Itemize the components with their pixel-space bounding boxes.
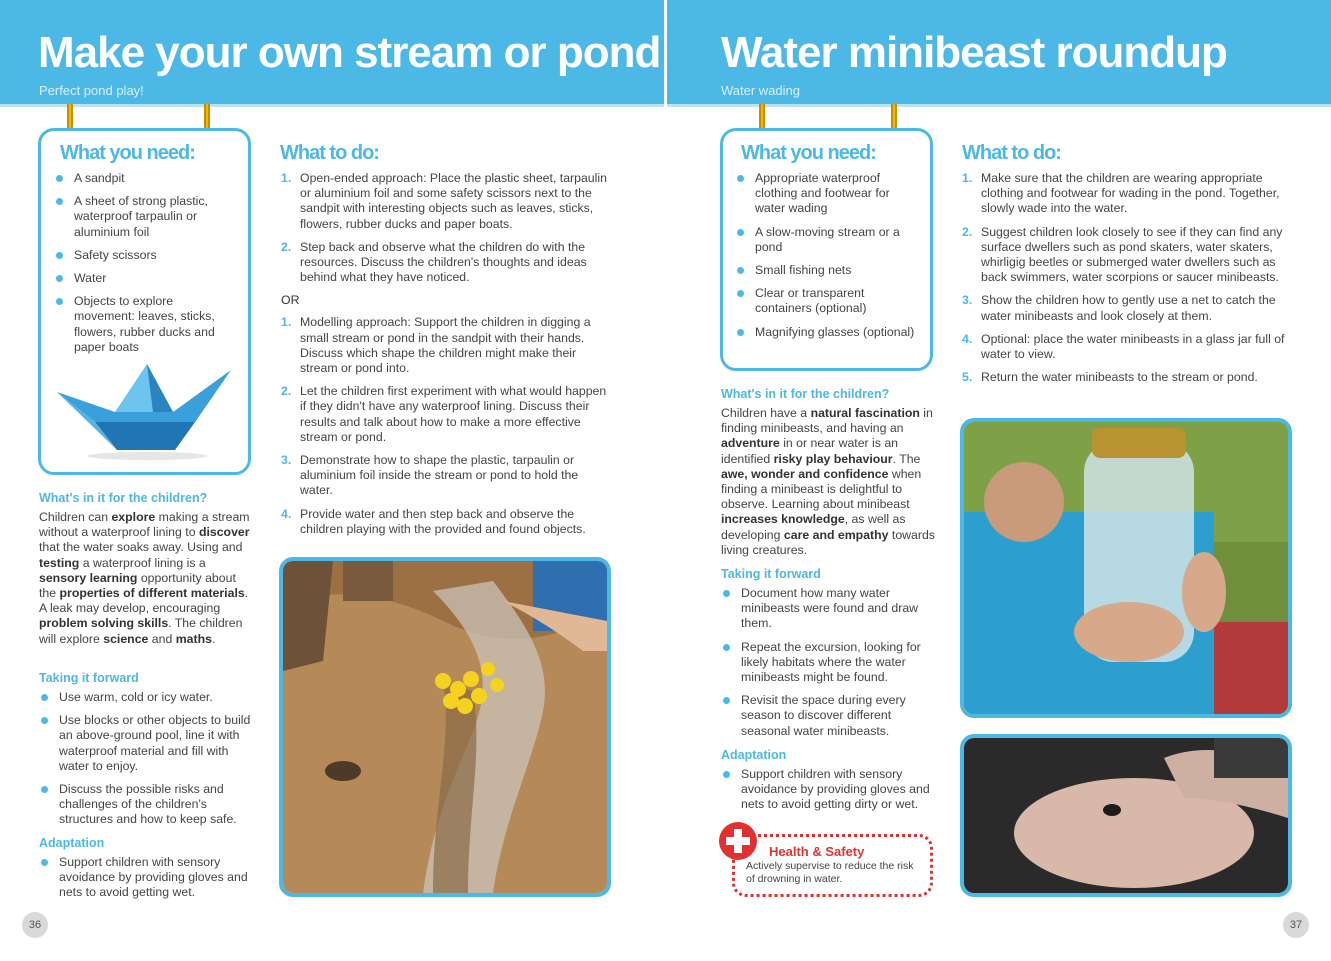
bullet-icon — [56, 198, 63, 205]
left-need-item-text: Safety scissors — [74, 247, 157, 262]
left-forward-item-text: Discuss the possible risks and challenges of the children's structures and how to keep safe. — [59, 782, 237, 827]
step-number: 3. — [962, 293, 973, 308]
step-number: 5. — [962, 370, 973, 385]
right-forward-item — [721, 640, 939, 686]
left-need-item — [54, 294, 236, 355]
sandpit-photo — [279, 557, 611, 897]
bullet-icon — [56, 298, 63, 305]
step-number: 1. — [281, 315, 292, 330]
left-need-item — [54, 171, 236, 186]
left-title-banner — [0, 0, 664, 104]
left-page-title: Make your own stream or pond — [38, 28, 661, 77]
body-text: making a stream without a waterproof lining to — [39, 510, 250, 540]
right-page-number: 37 — [1283, 912, 1309, 938]
right-need-item — [735, 286, 917, 316]
body-text: , as well as developing — [721, 512, 906, 542]
right-need-item — [735, 325, 917, 340]
step-text: Make sure that the children are wearing appropriate clothing and footwear for wading in the pond. Together, slowly wade into the water. — [981, 171, 1280, 216]
bullet-icon — [56, 275, 63, 282]
step-text: Demonstrate how to shape the plastic, tarpaulin or aluminium foil inside the stream or pond to hold the water. — [300, 453, 579, 498]
step-number: 2. — [962, 224, 973, 239]
left-forward-item — [39, 713, 253, 774]
left-forward-list — [39, 690, 253, 836]
bullet-icon — [41, 717, 48, 724]
right-forward-list — [721, 586, 939, 747]
right-need-list — [735, 171, 917, 348]
emphasis-text: natural fascination — [810, 406, 920, 420]
emphasis-text: problem solving skills — [39, 616, 169, 631]
right-need-item — [735, 263, 917, 278]
bullet-icon — [723, 771, 730, 778]
right-forward-item — [721, 586, 939, 632]
minibeast-hand-photo — [960, 734, 1292, 897]
emphasis-text: increases knowledge — [721, 512, 845, 527]
right-need-item-text: A slow-moving stream or a pond — [755, 224, 900, 254]
right-page-subtitle: Water wading — [721, 83, 800, 98]
body-text: in or near water is an identified — [721, 436, 899, 466]
right-forward-item-text: Repeat the excursion, looking for likely habitats where the water minibeasts might be found. — [741, 639, 921, 685]
right-banner-rule — [667, 104, 1331, 107]
step-item — [281, 171, 607, 232]
emphasis-text: maths — [175, 631, 212, 646]
left-adapt-list — [39, 855, 253, 909]
sandpit-photo-art — [283, 561, 607, 893]
emphasis-text: testing — [39, 555, 80, 570]
right-forward-title: Taking it forward — [721, 567, 821, 581]
step-number: 1. — [962, 171, 973, 185]
left-need-item — [54, 271, 236, 286]
step-text: Show the children how to gently use a net to catch the water minibeasts and look closely at them. — [981, 293, 1276, 323]
right-steps — [962, 171, 1292, 393]
left-adapt-item-text: Support children with sensory avoidance by providing gloves and nets to avoid getting wet. — [59, 855, 248, 900]
step-number: 3. — [281, 453, 292, 468]
right-need-item — [735, 171, 917, 217]
emphasis-text: discover — [198, 525, 250, 540]
bullet-icon — [56, 175, 63, 182]
step-item — [281, 453, 607, 499]
bullet-icon — [737, 290, 744, 297]
left-page-number: 36 — [22, 912, 48, 938]
right-adapt-item-text: Support children with sensory avoidance by providing gloves and nets to avoid getting dirty or wet. — [741, 767, 930, 812]
step-text: Step back and observe what the children do with the resources. Discuss the children's thoughts and ideas behind what they have noticed. — [300, 239, 587, 285]
left-page-subtitle: Perfect pond play! — [39, 83, 144, 98]
step-number: 2. — [281, 239, 292, 254]
bullet-icon — [723, 590, 730, 597]
step-text: Open-ended approach: Place the plastic sheet, tarpaulin or aluminium foil and some safety scissors next to the sandpit with interesting objects such as leaves, sticks, flowers, rubber ducks and paper boats. — [300, 171, 607, 231]
bullet-icon — [41, 786, 48, 793]
right-need-item — [735, 225, 917, 255]
right-page-title: Water minibeast roundup — [721, 28, 1227, 77]
right-adapt-list — [721, 767, 939, 821]
left-todo-title: What to do: — [280, 142, 379, 164]
bullet-icon — [737, 229, 744, 236]
step-item — [281, 240, 607, 286]
right-whats-in-text — [721, 406, 937, 558]
step-number: 4. — [962, 331, 973, 346]
bullet-icon — [737, 329, 744, 336]
bullet-icon — [723, 697, 730, 704]
right-title-banner — [667, 0, 1331, 104]
left-whats-in-text — [39, 510, 251, 647]
step-text: Suggest children look closely to see if they can find any surface dwellers such as pond skaters, water skaters, whirligig beetles or submerged water dwellers such as back swimmers, water scorpions or saucer minibeasts. — [981, 224, 1283, 285]
body-text: when finding a minibeast is delightful to observe. Learning about minibeast — [721, 466, 922, 512]
right-forward-item-text: Document how many water minibeasts were found and draw them. — [741, 586, 919, 631]
step-item — [962, 332, 1292, 362]
left-need-item — [54, 248, 236, 263]
emphasis-text: sensory learning — [39, 570, 138, 585]
bullet-icon — [41, 859, 48, 866]
body-text: . The children will explore — [39, 616, 243, 646]
left-steps-b — [281, 315, 607, 537]
step-item — [281, 384, 607, 445]
peg-icon — [67, 104, 73, 130]
body-text: Children can — [39, 510, 112, 524]
emphasis-text: science — [103, 631, 149, 646]
bullet-icon — [56, 252, 63, 259]
step-text: Let the children first experiment with what would happen if they didn't have any waterproof lining. Discuss their results and talk about how to make a more effective stream or pond. — [300, 384, 607, 444]
or-label: OR — [281, 293, 300, 308]
left-banner-rule — [0, 104, 664, 107]
body-text: a waterproof lining is a — [79, 555, 206, 570]
left-forward-item-text: Use blocks or other objects to build an above-ground pool, line it with waterproof material and fill with water to enjoy. — [59, 713, 251, 773]
emphasis-text: risky play behaviour — [773, 451, 893, 466]
minibeast-hand-photo-art — [964, 738, 1288, 893]
left-steps-column — [281, 171, 607, 545]
body-text: . The — [892, 451, 921, 466]
jar-photo-art — [964, 422, 1288, 714]
left-whats-in-title: What's in it for the children? — [39, 491, 208, 505]
peg-icon — [204, 104, 210, 130]
left-forward-item-text: Use warm, cold or icy water. — [59, 690, 213, 704]
step-number: 1. — [281, 171, 292, 185]
right-whats-in-title: What's in it for the children? — [721, 387, 890, 401]
body-text: that the water soaks away. Using and — [39, 540, 243, 555]
body-text: opportunity about the — [39, 570, 236, 601]
body-text: . A leak may develop, encouraging — [39, 586, 249, 616]
peg-icon — [891, 104, 897, 130]
left-need-item — [54, 194, 236, 240]
left-need-title: What you need: — [60, 142, 195, 164]
left-forward-title: Taking it forward — [39, 671, 139, 685]
left-need-list — [54, 171, 236, 363]
step-item — [962, 370, 1292, 385]
step-text: Return the water minibeasts to the stream or pond. — [981, 370, 1258, 385]
emphasis-text: adventure — [721, 436, 780, 451]
left-need-item-text: A sandpit — [74, 171, 125, 185]
bullet-icon — [41, 694, 48, 701]
right-forward-item — [721, 693, 939, 739]
step-number: 2. — [281, 384, 292, 399]
health-safety-title: Health & Safety — [769, 844, 865, 859]
left-forward-item — [39, 690, 253, 705]
peg-icon — [759, 104, 765, 130]
step-text: Optional: place the water minibeasts in a glass jar full of water to view. — [981, 331, 1285, 362]
left-need-item-text: Objects to explore movement: leaves, sticks, flowers, rubber ducks and paper boats — [74, 294, 215, 354]
right-forward-item-text: Revisit the space during every season to discover different seasonal water minibeasts. — [741, 693, 906, 738]
emphasis-text: care and empathy — [783, 527, 889, 542]
right-need-title: What you need: — [741, 142, 876, 164]
right-need-item-text: Magnifying glasses (optional) — [755, 324, 915, 339]
bullet-icon — [737, 175, 744, 182]
step-item — [281, 507, 607, 537]
right-todo-title: What to do: — [962, 142, 1061, 164]
body-text: towards living creatures. — [721, 527, 935, 557]
bullet-icon — [723, 644, 730, 651]
left-need-item-text: A sheet of strong plastic, waterproof tarpaulin or aluminium foil — [74, 194, 208, 239]
emphasis-text: properties of different materials — [59, 586, 245, 601]
step-item — [281, 315, 607, 376]
right-adapt-title: Adaptation — [721, 748, 787, 762]
left-adapt-title: Adaptation — [39, 836, 105, 850]
emphasis-text: awe, wonder and confidence — [721, 466, 889, 481]
emphasis-text: explore — [111, 510, 156, 524]
step-item — [962, 171, 1292, 217]
left-steps-a — [281, 171, 607, 285]
right-need-item-text: Clear or transparent containers (optional) — [755, 286, 867, 316]
step-item — [962, 225, 1292, 286]
right-need-item-text: Appropriate waterproof clothing and footwear for water wading — [755, 171, 890, 216]
paper-boat-image — [55, 362, 235, 462]
body-text: Children have a — [721, 406, 811, 420]
left-forward-item — [39, 782, 253, 828]
step-number: 4. — [281, 506, 292, 521]
body-text: and — [148, 631, 176, 646]
right-need-item-text: Small fishing nets — [755, 263, 852, 278]
step-text: Modelling approach: Support the children in digging a small stream or pond in the sandpit with their hands. Discuss which shape the children might make their stream or pond into. — [300, 315, 591, 376]
step-text: Provide water and then step back and observe the children playing with the provided and found objects. — [300, 506, 586, 536]
health-safety-text: Actively supervise to reduce the risk of drowning in water. — [746, 860, 914, 885]
left-need-item-text: Water — [74, 271, 107, 286]
step-item — [962, 293, 1292, 323]
bullet-icon — [737, 267, 744, 274]
right-adapt-item — [721, 767, 939, 813]
first-aid-icon — [719, 822, 757, 860]
left-adapt-item — [39, 855, 253, 901]
jar-photo — [960, 418, 1292, 718]
body-text: . — [211, 631, 216, 646]
body-text: in finding minibeasts, and having an — [721, 406, 933, 436]
